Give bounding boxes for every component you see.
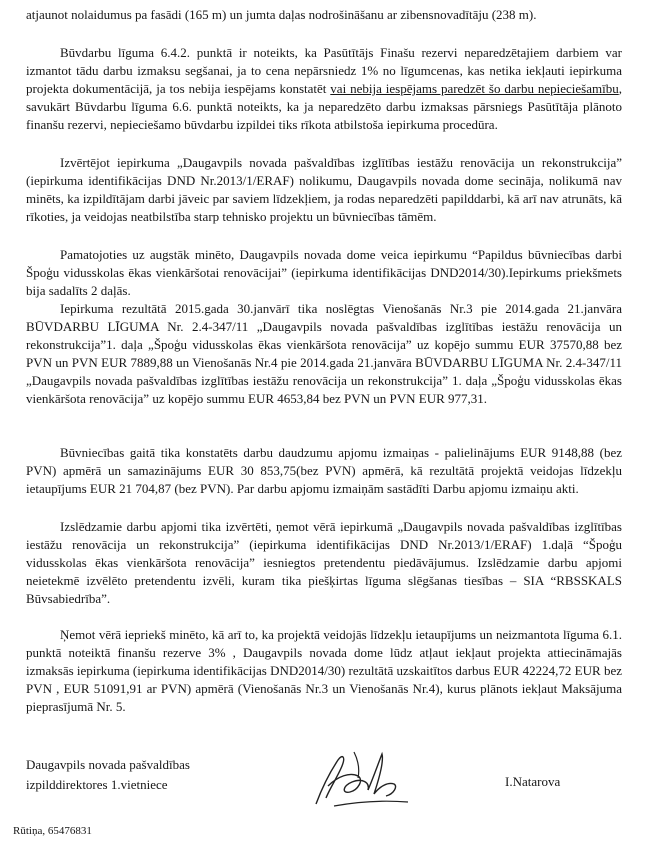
footer-contact: Rūtiņa, 65476831 bbox=[13, 825, 92, 837]
paragraph-evaluation: Izvērtējot iepirkuma „Daugavpils novada pašvaldības izglītības iestāžu renovācija un rekonstrukcija” (iepirkuma identifikācijas DND Nr.2013/1/ERAF) nolikumu, Daugavpils novada dome secināja, nolikumā nav minēts, ka izpildītājam darbi jāveic par saviem līdzekļiem, ja rodas neparedzēti papilddarbi, kā arī nav atrunāts, kā rīkoties, ja veidojas neatbilstība starp tehnisko projektu un būvniecības tāmēm. bbox=[26, 155, 622, 224]
paragraph-request: Ņemot vērā iepriekš minēto, kā arī to, ka projektā veidojās līdzekļu ietaupījums un neizmantota līguma 6.1. punktā noteiktā finanšu rezerve 3% , Daugavpils novada dome lūdz atļaut iekļaut projekta attiecināmajās izmaksās iepirkuma (iepirkuma identifikācijas DND2014/30) rezultātā uzskaitītos darbus EUR 42224,72 EUR bez PVN , EUR 51091,91 ar PVN) apmērā (Vienošanās Nr.3 un Vienošanās Nr.4), kurus plānots iekļaut Maksājuma pieprasījumā Nr. 5. bbox=[26, 627, 622, 714]
signatory-name: I.Natarova bbox=[505, 774, 561, 789]
paragraph-contract-reserve bbox=[26, 44, 622, 134]
paragraph-agreements: Iepirkuma rezultātā 2015.gada 30.janvārī tika noslēgtas Vienošanās Nr.3 pie 2014.gada 21.janvāra BŪVDARBU LĪGUMA Nr. 2.4-347/11 „Daugavpils novada pašvaldības izglītības iestāžu renovācija un rekonstrukcija”1. daļa „Špoģu vidusskolas ēkas vienkāršota renovācija” uz kopējo summu EUR 37570,88 bez PVN un PVN EUR 7889,88 un Vienošanās Nr.4 pie 2014.gada 21.janvāra BŪVDARBU LĪGUMA Nr. 2.4-347/11 „Daugavpils novada pašvaldības izglītības iestāžu renovācija un rekonstrukcija” 1. daļa „Špoģu vidusskolas ēkas vienkāršota renovācija” uz kopējo summu EUR 4653,84 bez PVN un PVN EUR 977,31. bbox=[26, 301, 622, 406]
signatory-title-line2: izpilddirektores 1.vietniece bbox=[26, 777, 168, 792]
handwritten-signature bbox=[308, 742, 412, 812]
paragraph-procurement: Pamatojoties uz augstāk minēto, Daugavpils novada dome veica iepirkumu “Papildus būvniecības darbi Špoģu vidusskolas ēkas vienkāršotai renovācijai” (iepirkuma identifikācijas DND2014/30).Iepirkums priekšmets bija sadalīts 2 daļās. bbox=[26, 247, 622, 298]
paragraph-volume-changes: Būvniecības gaitā tika konstatēts darbu daudzumu apjomu izmaiņas - palielinājums EUR 9148,88 (bez PVN) apmērā un samazinājums EUR 30 853,75(bez PVN) apmērā, kā rezultātā projektā veidojas līdzekļu ietaupījums EUR 21 704,87 (bez PVN). Par darbu apjomu izmaiņām sastādīti Darbu apjomu izmaiņu akti. bbox=[26, 445, 622, 496]
underlined-phrase: vai nebija iespējams paredzēt šo darbu nepieciešamību bbox=[330, 81, 619, 96]
signatory-title bbox=[26, 755, 286, 795]
paragraph-text: Būvdarbu līguma 6.4.2. punktā ir noteikts, ka Pasūtītājs Finašu rezervi neparedzētajiem darbiem var izmantot tādu darbu izmaksu segšanai, ja to cena nepārsniedz 1% no līgumcenas, kas netika iekļauti iepirkuma projekta dokumentācijā, ja tos nebija iespējams konstatēt bbox=[26, 45, 622, 96]
paragraph-text: , savukārt Būvdarbu līguma 6.6. punktā noteikts, ka ja neparedzēto darbu izmaksas pārsniegs Pasūtītāja plānoto finanšu rezervi, nepieciešamo būvdarbu izpildei tiks rīkota atbilstoša iepirkuma procedūra. bbox=[26, 81, 622, 132]
paragraph-intro: atjaunot nolaidumus pa fasādi (165 m) un jumta daļas nodrošināšanu ar zibensnovadītāju (238 m). bbox=[26, 7, 537, 22]
paragraph-excluded-works: Izslēdzamie darbu apjomi tika izvērtēti, ņemot vērā iepirkumā „Daugavpils novada pašvaldības izglītības iestāžu renovācija un rekonstrukcija” (iepirkuma identifikācijas DND Nr.2013/1/ERAF) 1.daļā “Špoģu vidusskolas ēkas vienkāršota renovācija” iesniegtos pretendentu piedāvājumus. Izslēdzamie darbu apjomi neietekmē izvēlēto pretendentu izvēli, kuram tika piešķirtas līguma slēgšanas tiesības – SIA “RBSSKALS Būvsabiedrība”. bbox=[26, 519, 622, 606]
signatory-title-line1: Daugavpils novada pašvaldības bbox=[26, 757, 190, 772]
